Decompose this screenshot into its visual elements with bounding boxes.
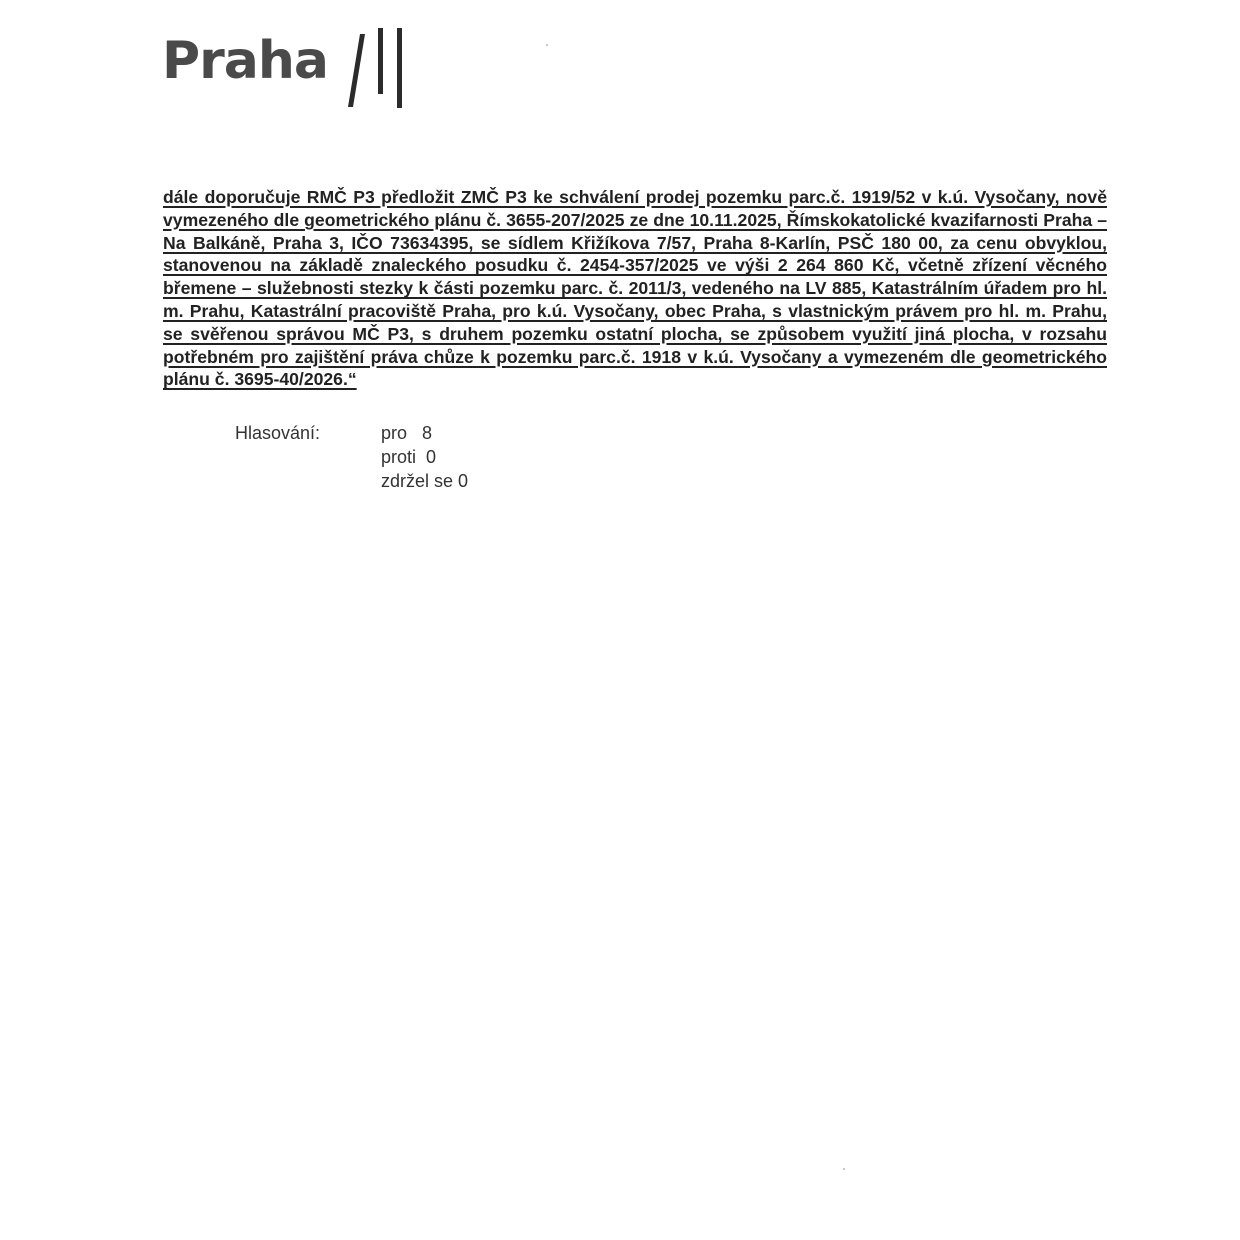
scan-speck [546, 44, 548, 46]
logo-bars-icon [342, 28, 412, 112]
vote-abstained: zdržel se 0 [381, 471, 469, 491]
vote-for: pro 8 [381, 423, 433, 443]
voting-results [381, 421, 468, 493]
vote-against: proti 0 [381, 447, 437, 467]
resolution-text: dále doporučuje RMČ P3 předložit ZMČ P3 ke schválení prodej pozemku parc.č. 1919/52 v k.ú. Vysočany, nově vymezeného dle geometrického plánu č. 3655-207/2025 ze dne 10.11.2025, Římskokatolické kvazifarnosti Praha – Na Balkáně, Praha 3, IČO 73634395, se sídlem Křižíkova 7/57, Praha 8-Karlín, PSČ 180 00, za cenu obvyklou, stanovenou na základě znaleckého posudku č. 2454-357/2025 ve výši 2 264 860 Kč, včetně zřízení věcného břemene – služebnosti stezky k části pozemku parc. č. 2011/3, vedeného na LV 885, Katastrálním úřadem pro hl. m. Prahu, Katastrální pracoviště Praha, pro k.ú. Vysočany, obec Praha, s vlastnickým právem pro hl. m. Prahu, se svěřenou správou MČ P3, s druhem pozemku ostatní plocha, se způsobem využití jiná plocha, v rozsahu potřebném pro zajištění práva chůze k pozemku parc.č. 1918 v k.ú. Vysočany a vymezeném dle geometrického plánu č. 3695-40/2026.“ [163, 187, 1107, 390]
voting-label: Hlasování: [235, 423, 321, 443]
scan-speck [843, 1168, 845, 1170]
logo-wordmark: Praha [162, 31, 328, 91]
praha-logo [162, 28, 412, 112]
